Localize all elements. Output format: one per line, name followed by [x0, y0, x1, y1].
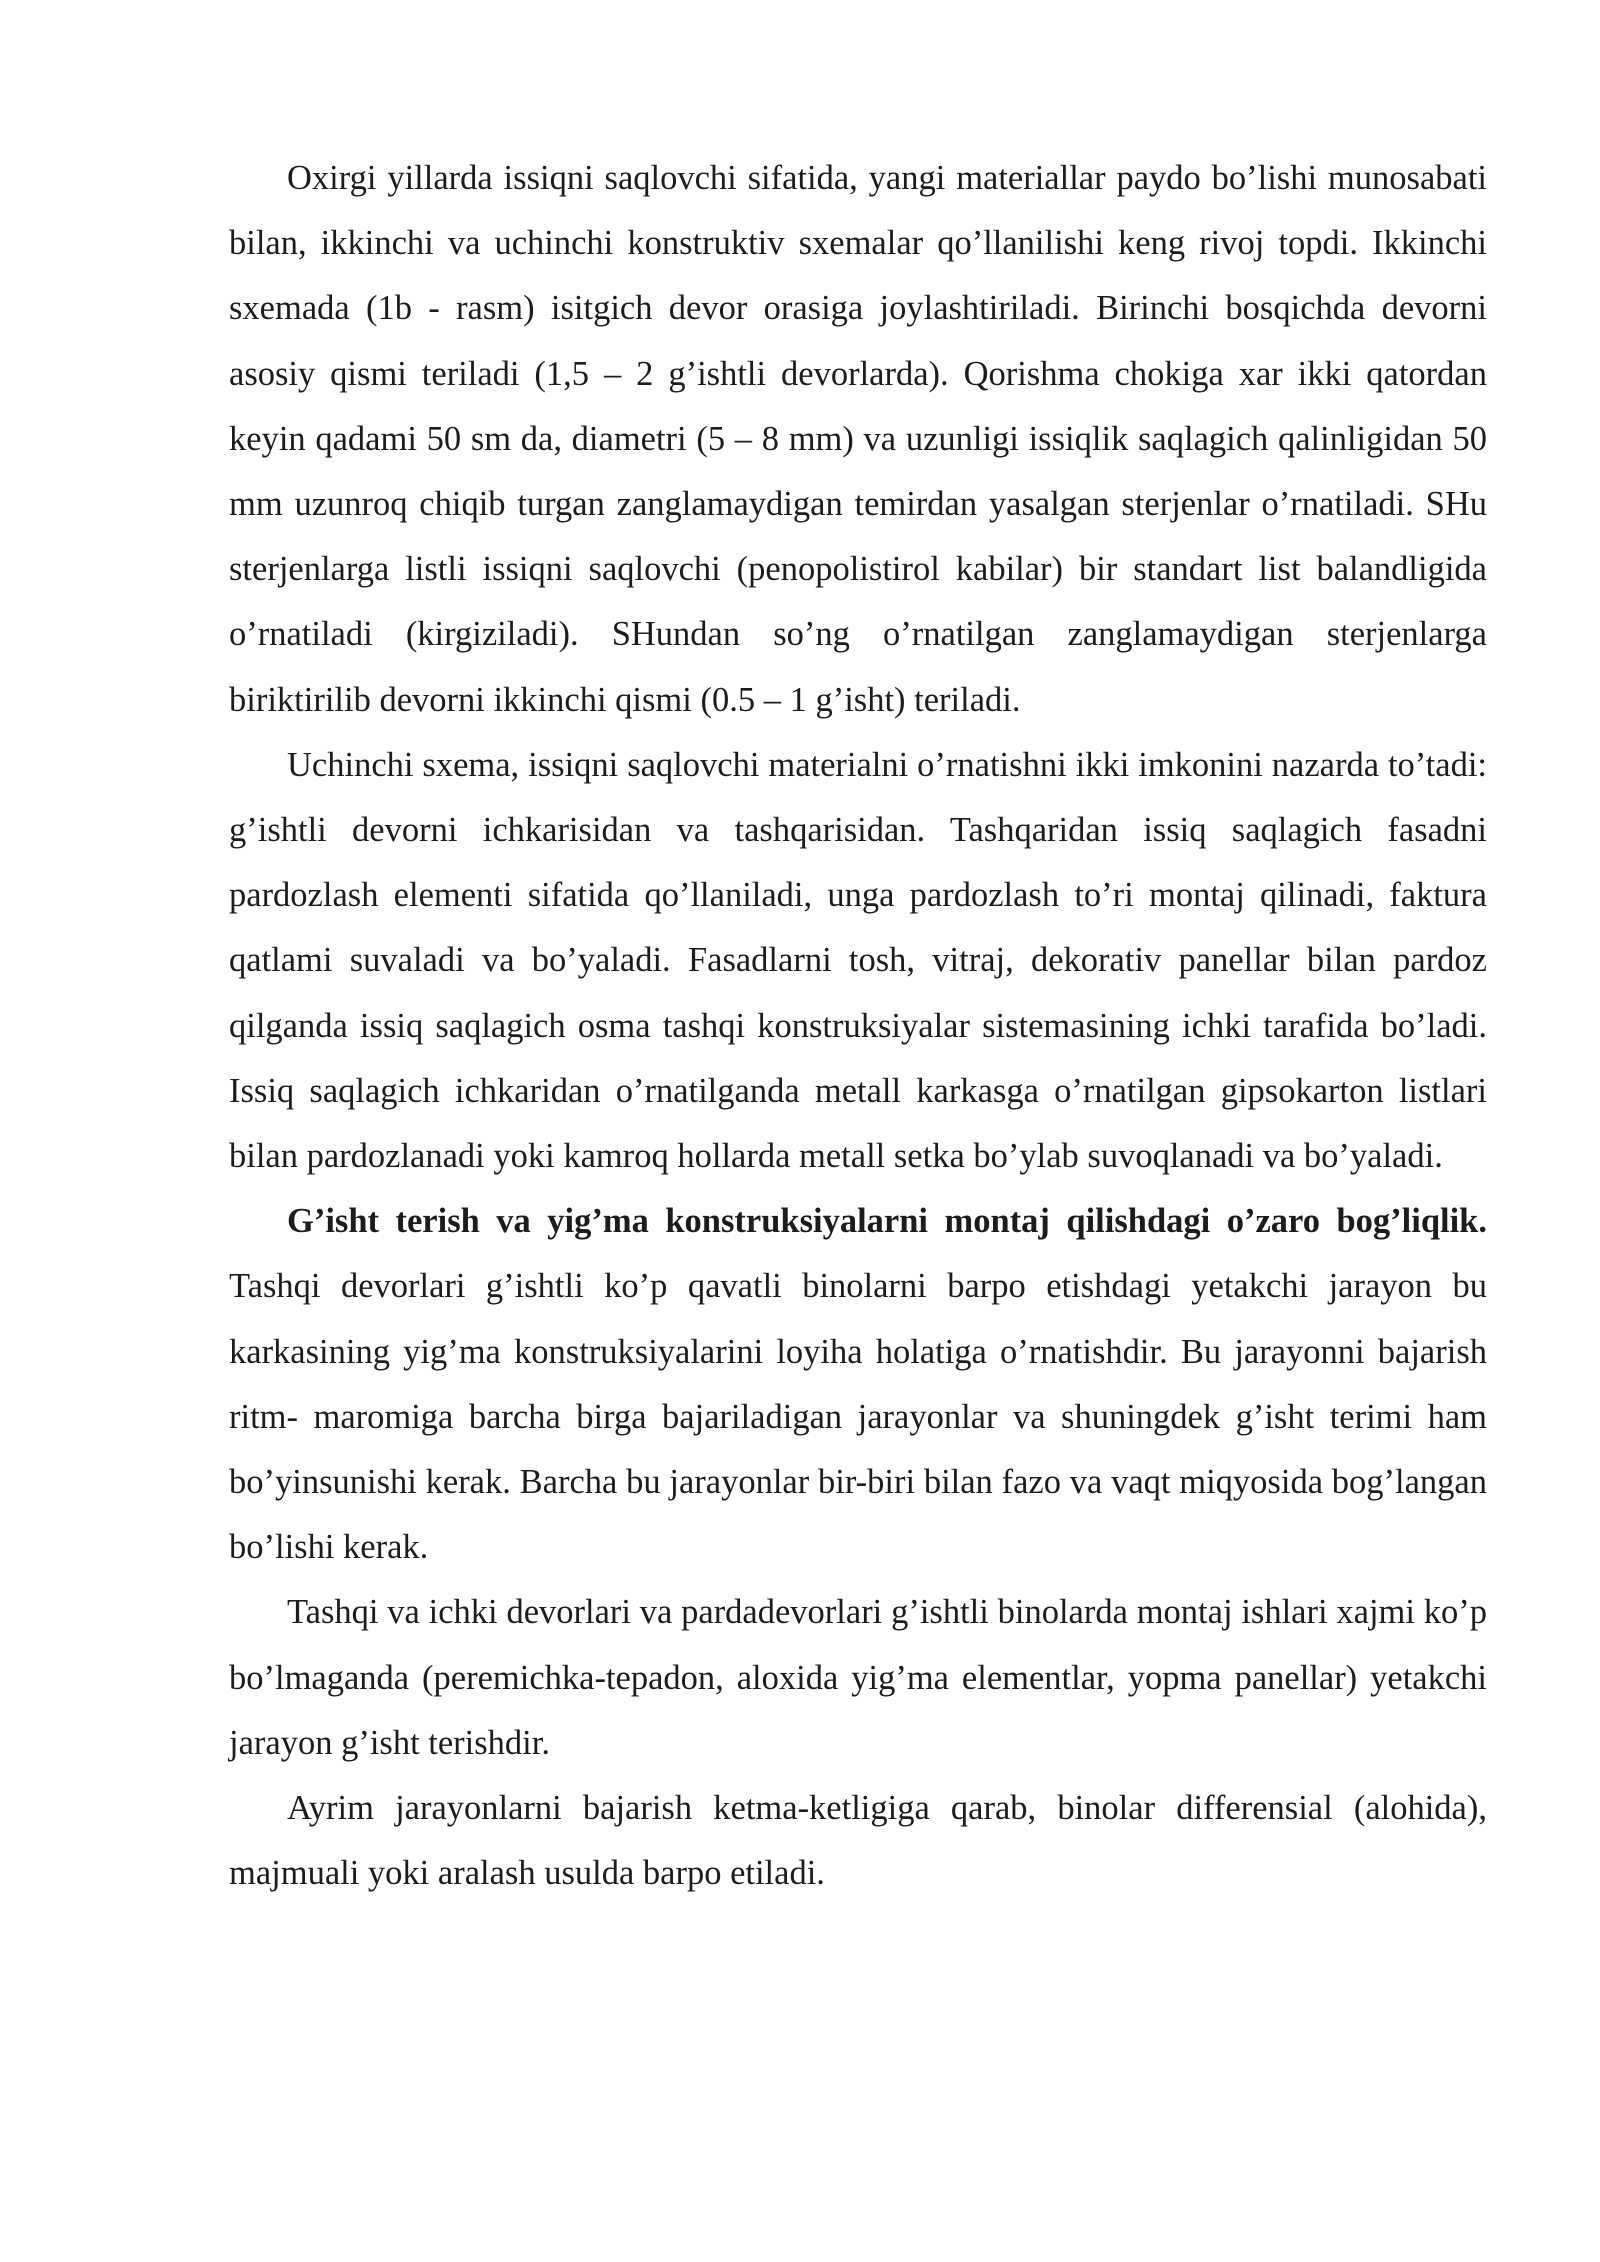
paragraph-construction-methods: Ayrim jarayonlarni bajarish ketma-ketligiga qarab, binolar differensial (alohida), majmuali yoki aralash usulda barpo etiladi. — [229, 1789, 1487, 1893]
paragraph-brick-assembly-text: Tashqi devorlari g’ishtli ko’p qavatli binolarni barpo etishdagi yetakchi jarayon bu karkasining yig’ma konstruksiyalarini loyiha holatiga o’rnatishdir. Bu jarayonni bajarish ritm- maromiga barcha birga bajariladigan jarayonlar va shuningdek g’isht terimi ham bo’yinsunishi kerak. Barcha bu jarayonlar bir-biri bilan fazo va vaqt miqyosida bog’langan bo’lishi kerak. — [229, 1267, 1487, 1567]
paragraph-leading-process: Tashqi va ichki devorlari va pardadevorlari g’ishtli binolarda montaj ishlari xajmi ko’p bo’lmaganda (peremichka-tepadon, aloxida yig’ma elementlar, yopma panellar) yetakchi jarayon g’isht terishdir. — [229, 1593, 1487, 1762]
document-page — [229, 146, 1487, 1906]
paragraph-insulation-schemes: Oxirgi yillarda issiqni saqlovchi sifatida, yangi materiallar paydo bo’lishi munosabati bilan, ikkinchi va uchinchi konstruktiv sxemalar qo’llanilishi keng rivoj topdi. Ikkinchi sxemada (1b - rasm) isitgich devor orasiga joylashtiriladi. Birinchi bosqichda devorni asosiy qismi teriladi (1,5 – 2 g’ishtli devorlarda). Qorishma chokiga xar ikki qatordan keyin qadami 50 sm da, diametri (5 – 8 mm) va uzunligi issiqlik saqlagich qalinligidan 50 mm uzunroq chiqib turgan zanglamaydigan temirdan yasalgan sterjenlar o’rnatiladi. SHu sterjenlarga listli issiqni saqlovchi (penopolistirol kabilar) bir standart list balandligida o’rnatiladi (kirgiziladi). SHundan so’ng o’rnatilgan zanglamaydigan sterjenlarga biriktirilib devorni ikkinchi qismi (0.5 – 1 g’isht) teriladi. — [229, 159, 1487, 719]
paragraph-brick-assembly — [229, 1189, 1487, 1580]
section-heading: G’isht terish va yig’ma konstruksiyalarni montaj qilishdagi o’zaro bog’liqlik. — [287, 1202, 1487, 1241]
paragraph-third-scheme: Uchinchi sxema, issiqni saqlovchi materialni o’rnatishni ikki imkonini nazarda to’tadi: g’ishtli devorni ichkarisidan va tashqarisidan. Tashqaridan issiq saqlagich fasadni pardozlash elementi sifatida qo’llaniladi, unga pardozlash to’ri montaj qilinadi, faktura qatlami suvaladi va bo’yaladi. Fasadlarni tosh, vitraj, dekorativ panellar bilan pardoz qilganda issiq saqlagich osma tashqi konstruksiyalar sistemasining ichki tarafida bo’ladi. Issiq saqlagich ichkaridan o’rnatilganda metall karkasga o’rnatilgan gipsokarton listlari bilan pardozlanadi yoki kamroq hollarda metall setka bo’ylab suvoqlanadi va bo’yaladi. — [229, 745, 1487, 1176]
